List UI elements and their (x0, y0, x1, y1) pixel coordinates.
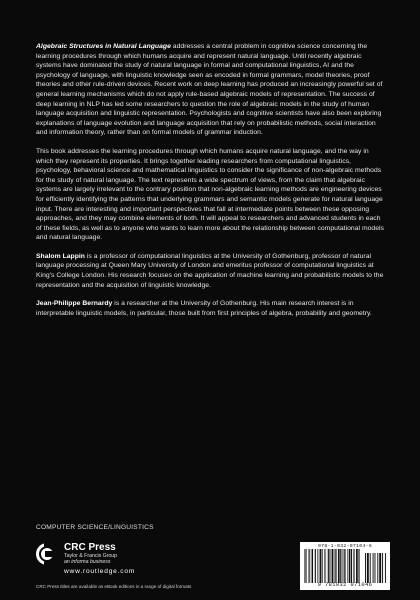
barcode-bar (329, 549, 330, 583)
barcode-bar (319, 549, 320, 583)
publisher-group: Taylor & Francis Group (64, 553, 118, 559)
barcode-bar (304, 549, 305, 583)
barcode-bar (305, 549, 306, 583)
publisher-text (64, 542, 135, 575)
barcode-bar (347, 549, 348, 583)
description-paragraph-2 (36, 147, 384, 243)
barcode-addon-bar (375, 553, 376, 583)
barcode-bar (328, 549, 329, 583)
barcode-addon-bar (367, 553, 369, 583)
barcode-addon-bar (382, 553, 383, 583)
barcode-bar (351, 549, 352, 583)
barcode-bar (358, 549, 359, 583)
barcode-bar (335, 549, 336, 583)
barcode-bar (324, 549, 325, 583)
barcode-addon-bar (373, 553, 374, 583)
barcode-bar (344, 549, 345, 583)
ebook-note: CRC Press titles are available as eBook editions in a range of digital formats (36, 584, 192, 589)
publisher-tagline: an informa business (64, 559, 111, 566)
barcode-bar (353, 549, 354, 583)
barcode-bar (320, 549, 321, 583)
barcode-bar (315, 549, 316, 583)
barcode-bar (345, 549, 346, 583)
barcode-bar (331, 549, 332, 583)
author-bio-text-lappin: is a professor of computational linguistics at the University of Gothenburg, professor of natural language processing at Queen Mary University of London and emeritus professor of computational linguistics at King's College London. His research focuses on the application of machine learning and probabilistic models to the representation and the acquisition of linguistic knowledge. (36, 252, 384, 289)
barcode-addon-bar (379, 553, 381, 583)
barcode-bar (340, 549, 341, 583)
barcode-bar (359, 549, 360, 583)
barcode-bar (349, 549, 351, 583)
isbn-bottom-label: 9 781032 071046 (317, 582, 373, 588)
barcode-addon-bar (377, 553, 378, 583)
description-text-2: This book addresses the learning procedures through which humans acquire natural language, and the way in which they represent its properties. It brings together leading researchers from computational linguistics, psychology, behavioral science and mathematical linguistics to consider the significance of non-algebraic methods for the study of natural language. The text represents a wide spectrum of views, from the claim that algebraic systems are largely irrelevant to the contrary position that non-algebraic learning methods are engineering devices for efficiently identifying the patterns that underlying grammars and semantic models generate for natural language input. There are interesting and important perspectives that fall at intermediate points between these opposing approaches, and they may combine elements of both. It will appeal to researchers and advanced students in each of these fields, as well as to anyone who wants to learn more about the relationship between computational models and natural language. (36, 147, 384, 242)
barcode-bar (356, 549, 358, 583)
barcode-bar (322, 549, 323, 583)
barcode-addon-bar (365, 553, 366, 583)
description-text-1: addresses a central problem in cognitive science concerning the learning procedures through which humans acquire and represent natural language. Until recently algebraic systems have dominated the study of natural language in formal and computational linguistics, AI and the psychology of language, with linguistic knowledge seen as encoded in formal grammars, model theories, proof theories and other rule-driven devices. Recent work on deep learning has produced an increasingly powerful set of general learning mechanisms which do not apply rule-based algebraic models of representation. The success of deep learning in NLP has led some researchers to question the role of algebraic models in the study of human language acquisition and linguistic representation. Psychologists and cognitive scientists have also been exploring explanations of language evolution and language acquisition that rely on probabilistic methods, social interaction and information theory, rather than on formal models of grammar induction. (36, 43, 383, 137)
book-title-lead: Algebraic Structures in Natural Language (36, 43, 171, 50)
barcode-bar (306, 549, 307, 583)
barcode-bar (354, 549, 355, 583)
author-bio-lappin (36, 252, 384, 290)
barcode-bar (317, 549, 318, 583)
subject-category: COMPUTER SCIENCE/LINGUISTICS (36, 524, 154, 531)
barcode-bar (325, 549, 326, 583)
barcode-bar (338, 549, 340, 583)
barcode-bar (309, 549, 310, 583)
author-name-bernardy: Jean-Philippe Bernardy (36, 300, 113, 308)
barcode-bar (332, 549, 334, 583)
isbn-top-label: 978-1-032-07104-6 (317, 544, 373, 549)
isbn-barcode (300, 542, 390, 590)
barcode-bar (342, 549, 343, 583)
crc-press-logo-icon (36, 543, 58, 565)
author-bio-bernardy (36, 299, 384, 318)
publisher-url: www.routledge.com (64, 567, 136, 575)
author-name-lappin: Shalom Lappin (36, 252, 85, 260)
barcode-bar (336, 549, 337, 583)
barcode-addon-bar (370, 553, 371, 583)
description-paragraph-1 (36, 42, 384, 138)
barcode-addon-bar (385, 553, 386, 583)
barcode-bars (303, 549, 387, 583)
author-bio-text-bernardy: is a researcher at the University of Gothenburg. His main research interest is in interpretable linguistic models, in particular, those built from first principles of algebra, probability and geometry. (36, 300, 372, 317)
barcode-bar (312, 549, 313, 583)
barcode-bar (311, 549, 312, 583)
publisher-name: CRC Press (64, 542, 116, 553)
publisher-logo (36, 542, 135, 575)
